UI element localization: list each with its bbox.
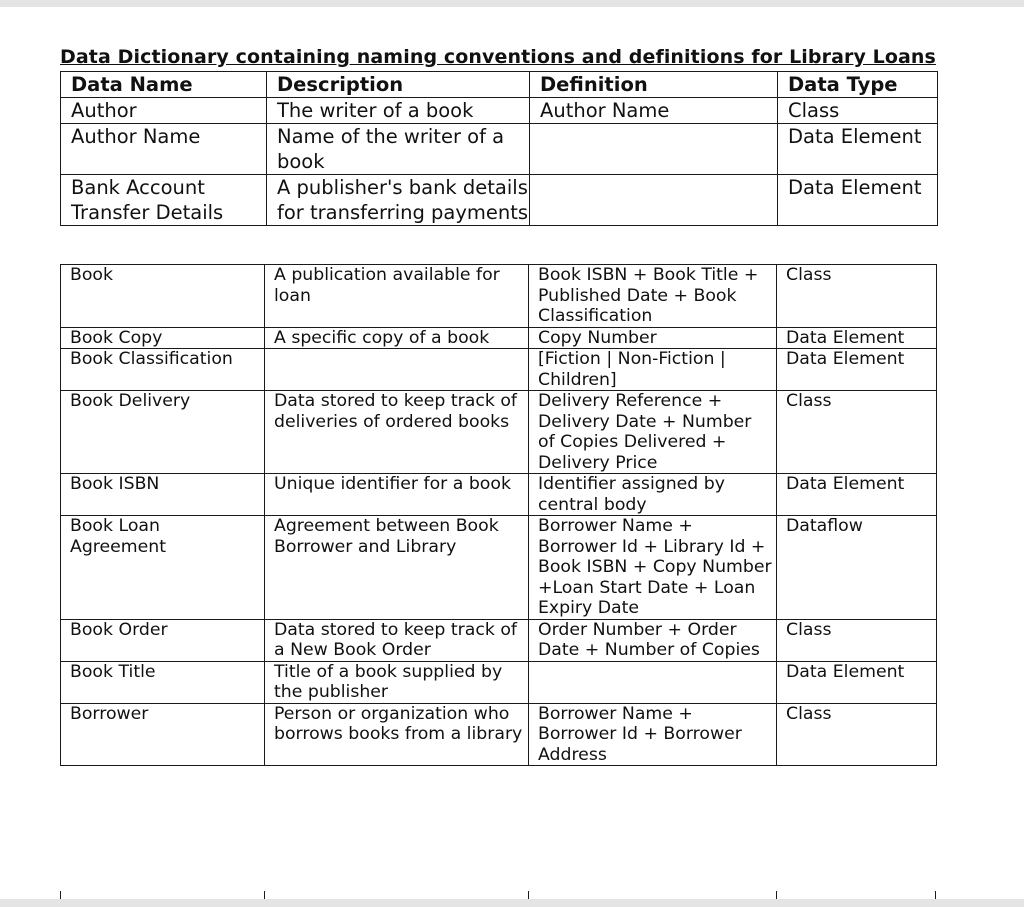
- cell-data-type: Class: [777, 391, 937, 474]
- column-header-data-type: Data Type: [778, 72, 938, 98]
- table-row: [61, 327, 937, 349]
- cell-definition: [529, 661, 777, 703]
- cell-data-name: Author Name: [61, 124, 267, 175]
- cell-data-name: Borrower: [61, 703, 265, 766]
- table-row: [61, 703, 937, 766]
- table-border-continuation: [60, 891, 61, 899]
- cell-description: Person or organization who borrows books from a library: [265, 703, 529, 766]
- cell-data-type: Data Element: [778, 175, 938, 226]
- table-row: [61, 175, 938, 226]
- table-row: [61, 349, 937, 391]
- cell-data-type: Data Element: [777, 327, 937, 349]
- cell-definition: Book ISBN + Book Title + Published Date + Book Classification: [529, 265, 777, 328]
- data-dictionary-table-body-section: [60, 264, 937, 766]
- cell-definition: Order Number + Order Date + Number of Copies: [529, 619, 777, 661]
- column-header-definition: Definition: [530, 72, 778, 98]
- table-row: [61, 474, 937, 516]
- cell-description: Agreement between Book Borrower and Library: [265, 516, 529, 620]
- page-cutoff: [0, 890, 1024, 899]
- cell-data-name: Book Delivery: [61, 391, 265, 474]
- cell-data-type: Data Element: [778, 124, 938, 175]
- cell-data-type: Data Element: [777, 474, 937, 516]
- table-row: [61, 265, 937, 328]
- cell-description: Data stored to keep track of deliveries of ordered books: [265, 391, 529, 474]
- cell-data-name: Bank Account Transfer Details: [61, 175, 267, 226]
- cell-data-name: Book Classification: [61, 349, 265, 391]
- table-header-row: [61, 72, 938, 98]
- cell-data-type: Data Element: [777, 349, 937, 391]
- cell-data-type: Class: [777, 619, 937, 661]
- cell-data-name: Book ISBN: [61, 474, 265, 516]
- table-row: [61, 661, 937, 703]
- cell-data-name: Book Loan Agreement: [61, 516, 265, 620]
- cell-data-name: Author: [61, 98, 267, 124]
- cell-data-name: Book Order: [61, 619, 265, 661]
- cell-data-type: Data Element: [777, 661, 937, 703]
- table-row: [61, 124, 938, 175]
- cell-description: Name of the writer of a book: [267, 124, 530, 175]
- cell-data-type: Class: [777, 703, 937, 766]
- document-title: Data Dictionary containing naming conventions and definitions for Library Loans: [60, 46, 936, 68]
- cell-definition: Identifier assigned by central body: [529, 474, 777, 516]
- table-border-continuation: [264, 891, 265, 899]
- cell-data-type: Class: [777, 265, 937, 328]
- table-border-continuation: [935, 891, 936, 899]
- cell-definition: Borrower Name + Borrower Id + Library Id + Book ISBN + Copy Number +Loan Start Date + Loan Expiry Date: [529, 516, 777, 620]
- data-dictionary-table-header-section: [60, 71, 938, 226]
- cell-definition: [530, 124, 778, 175]
- table-row: [61, 391, 937, 474]
- cell-definition: [Fiction | Non-Fiction | Children]: [529, 349, 777, 391]
- cell-definition: Copy Number: [529, 327, 777, 349]
- cell-description: Unique identifier for a book: [265, 474, 529, 516]
- viewer-top-bar: [0, 0, 1024, 7]
- cell-data-name: Book Title: [61, 661, 265, 703]
- cell-description: A publication available for loan: [265, 265, 529, 328]
- cell-definition: Author Name: [530, 98, 778, 124]
- column-header-description: Description: [267, 72, 530, 98]
- cell-description: A publisher's bank details for transferring payments: [267, 175, 530, 226]
- cell-definition: Borrower Name + Borrower Id + Borrower Address: [529, 703, 777, 766]
- column-header-data-name: Data Name: [61, 72, 267, 98]
- cell-description: Title of a book supplied by the publisher: [265, 661, 529, 703]
- cell-description: The writer of a book: [267, 98, 530, 124]
- table-border-continuation: [528, 891, 529, 899]
- cell-data-name: Book: [61, 265, 265, 328]
- cell-description: A specific copy of a book: [265, 327, 529, 349]
- table-row: [61, 98, 938, 124]
- cell-data-name: Book Copy: [61, 327, 265, 349]
- cell-data-type: Dataflow: [777, 516, 937, 620]
- table-row: [61, 516, 937, 620]
- cell-definition: [530, 175, 778, 226]
- cell-description: Data stored to keep track of a New Book Order: [265, 619, 529, 661]
- viewer-bottom-bar: [0, 899, 1024, 907]
- cell-description: [265, 349, 529, 391]
- cell-definition: Delivery Reference + Delivery Date + Number of Copies Delivered + Delivery Price: [529, 391, 777, 474]
- cell-data-type: Class: [778, 98, 938, 124]
- table-border-continuation: [776, 891, 777, 899]
- table-row: [61, 619, 937, 661]
